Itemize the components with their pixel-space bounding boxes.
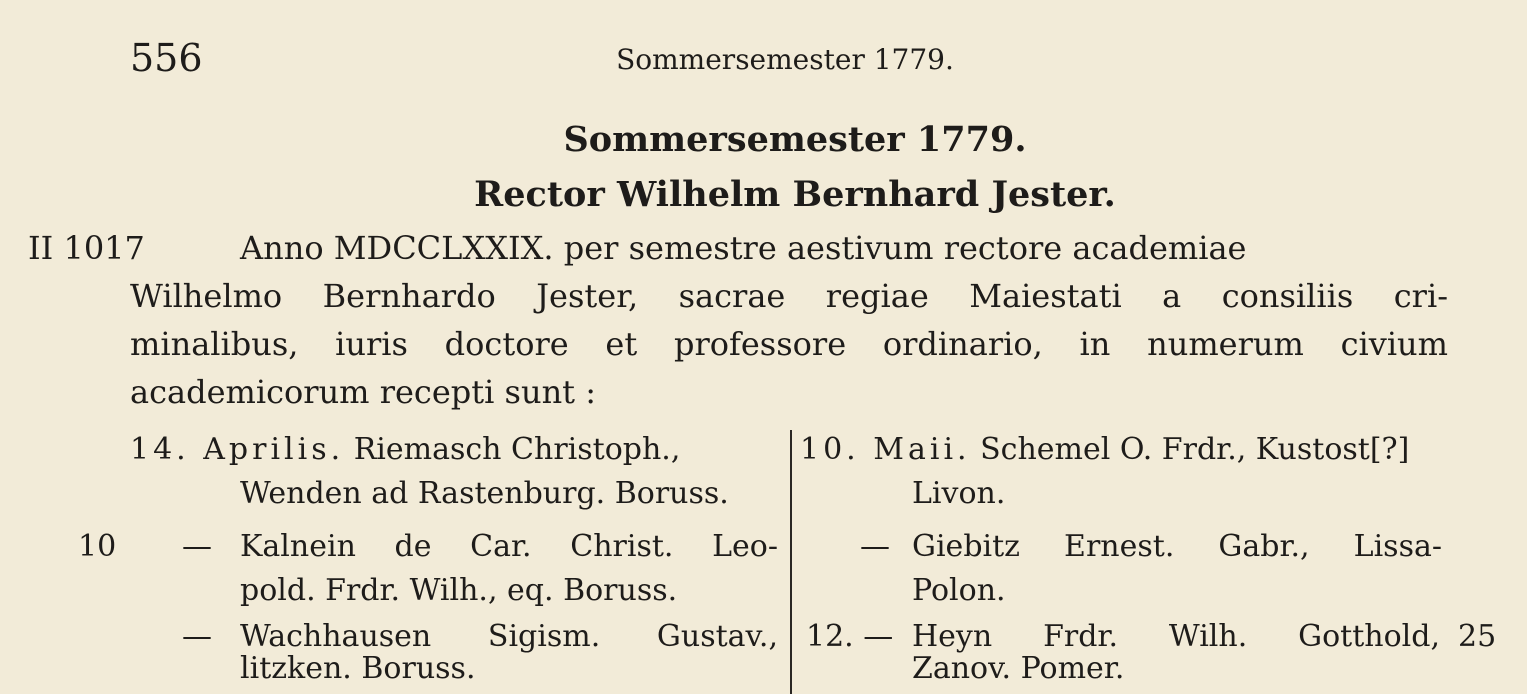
list-item: [130, 433, 778, 467]
entry-name: Giebitz Ernest. Gabr., Lissa-: [912, 529, 1442, 564]
semester-title: Sommersemester 1779.: [563, 119, 1027, 160]
entry-date: —: [182, 619, 212, 654]
entry-id: II 1017: [28, 229, 145, 267]
margin-number-left: 10: [78, 529, 117, 564]
entry-date: —: [182, 529, 212, 564]
rector-title: Rector Wilhelm Bernhard Jester.: [474, 174, 1116, 215]
intro-line-1: Anno MDCCLXXIX. per semestre aestivum rectore academiae: [240, 229, 1247, 267]
entry-origin: pold. Frdr. Wilh., eq. Boruss.: [240, 573, 678, 608]
entry-date: 10. Maii.: [800, 432, 971, 467]
entry-origin: Zanov. Pomer.: [912, 651, 1125, 686]
entry-name: Riemasch Christoph.,: [353, 432, 681, 467]
entry-date: 12. —: [806, 619, 894, 654]
intro-line-3: minalibus, iuris doctore et professore ordinario, in numerum civium: [130, 325, 1448, 363]
entry-name: Kalnein de Car. Christ. Leo-: [240, 529, 778, 564]
intro-line-2: Wilhelmo Bernhardo Jester, sacrae regiae Maiestati a consiliis cri-: [130, 277, 1448, 315]
entry-origin: litzken. Boruss.: [240, 651, 476, 686]
entry-date: —: [860, 529, 890, 564]
running-head: Sommersemester 1779.: [616, 43, 954, 76]
entry-origin: Wenden ad Rastenburg. Boruss.: [240, 476, 729, 511]
entry-origin: Livon.: [912, 476, 1006, 511]
entry-name: Wachhausen Sigism. Gustav.,: [240, 619, 778, 654]
entry-date: 14. Aprilis.: [130, 432, 345, 467]
intro-line-4: academicorum recepti sunt :: [130, 373, 596, 411]
entry-name: Schemel O. Frdr., Kustost[?]: [980, 432, 1410, 467]
entry-name: Heyn Frdr. Wilh. Gotthold,: [912, 619, 1440, 654]
column-divider: [790, 430, 792, 694]
page-number: 556: [130, 36, 203, 80]
margin-number-right: 25: [1458, 619, 1497, 654]
entry-origin: Polon.: [912, 573, 1006, 608]
list-item: [800, 433, 1450, 467]
